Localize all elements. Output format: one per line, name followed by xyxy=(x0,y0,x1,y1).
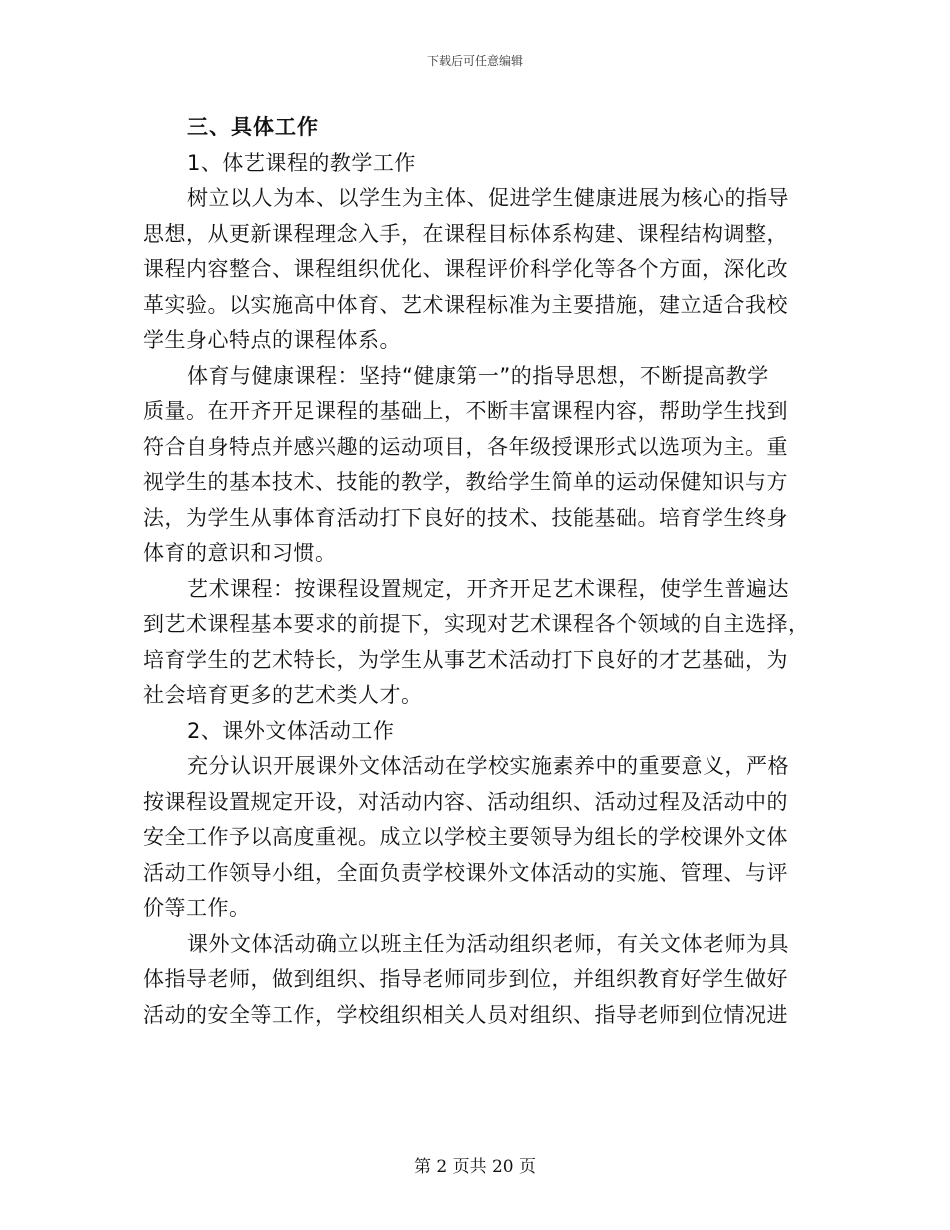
paragraph-line: 社会培育更多的艺术类人才。 xyxy=(143,683,423,707)
page-number: 第 2 页共 20 页 xyxy=(413,1157,537,1177)
paragraph-line: 革实验。以实施高中体育、艺术课程标准为主要措施，建立适合我校 xyxy=(143,292,788,317)
section-heading: 三、具体工作 xyxy=(187,115,319,139)
subsection-heading: 2、课外文体活动工作 xyxy=(187,718,395,743)
subsection-heading: 1、体艺课程的教学工作 xyxy=(187,150,416,175)
paragraph-line: 体育与健康课程：坚持“健康第一”的指导思想，不断提高教学 xyxy=(187,363,769,388)
paragraph-line: 按课程设置规定开设，对活动内容、活动组织、活动过程及活动中的 xyxy=(143,789,788,814)
paragraph-line: 体指导老师，做到组织、指导老师同步到位，并组织教育好学生做好 xyxy=(143,967,788,991)
page-header-note: 下载后可任意编辑 xyxy=(426,54,523,68)
paragraph-line: 到艺术课程基本要求的前提下，实现对艺术课程各个领域的自主选择， xyxy=(143,612,810,636)
paragraph-line: 充分认识开展课外文体活动在学校实施素养中的重要意义，严格 xyxy=(187,754,789,778)
paragraph-line: 培育学生的艺术特长，为学生从事艺术活动打下良好的才艺基础，为 xyxy=(143,647,788,672)
paragraph-line: 活动工作领导小组，全面负责学校课外文体活动的实施、管理、与评 xyxy=(143,860,788,885)
paragraph-line: 视学生的基本技术、技能的教学，教给学生简单的运动保健知识与方 xyxy=(143,470,788,494)
paragraph-line: 安全工作予以高度重视。成立以学校主要领导为组长的学校课外文体 xyxy=(143,825,788,849)
paragraph-line: 学生身心特点的课程体系。 xyxy=(143,328,401,352)
paragraph-line: 树立以人为本、以学生为主体、促进学生健康进展为核心的指导 xyxy=(187,186,789,210)
paragraph-line: 法，为学生从事体育活动打下良好的技术、技能基础。培育学生终身 xyxy=(143,505,788,530)
paragraph-line: 思想，从更新课程理念入手，在课程目标体系构建、课程结构调整， xyxy=(143,221,788,246)
paragraph-line: 质量。在开齐开足课程的基础上，不断丰富课程内容，帮助学生找到 xyxy=(143,399,788,423)
paragraph-line: 课程内容整合、课程组织优化、课程评价科学化等各个方面，深化改 xyxy=(143,257,788,281)
paragraph-line: 价等工作。 xyxy=(143,896,251,920)
document-body xyxy=(143,110,810,1033)
paragraph-line: 符合自身特点并感兴趣的运动项目，各年级授课形式以选项为主。重 xyxy=(143,434,788,459)
paragraph-line: 活动的安全等工作，学校组织相关人员对组织、指导老师到位情况进 xyxy=(143,1002,788,1027)
paragraph-line: 艺术课程：按课程设置规定，开齐开足艺术课程，使学生普遍达 xyxy=(187,576,789,601)
paragraph-line: 课外文体活动确立以班主任为活动组织老师，有关文体老师为具 xyxy=(187,931,789,956)
paragraph-line: 体育的意识和习惯。 xyxy=(143,541,337,565)
